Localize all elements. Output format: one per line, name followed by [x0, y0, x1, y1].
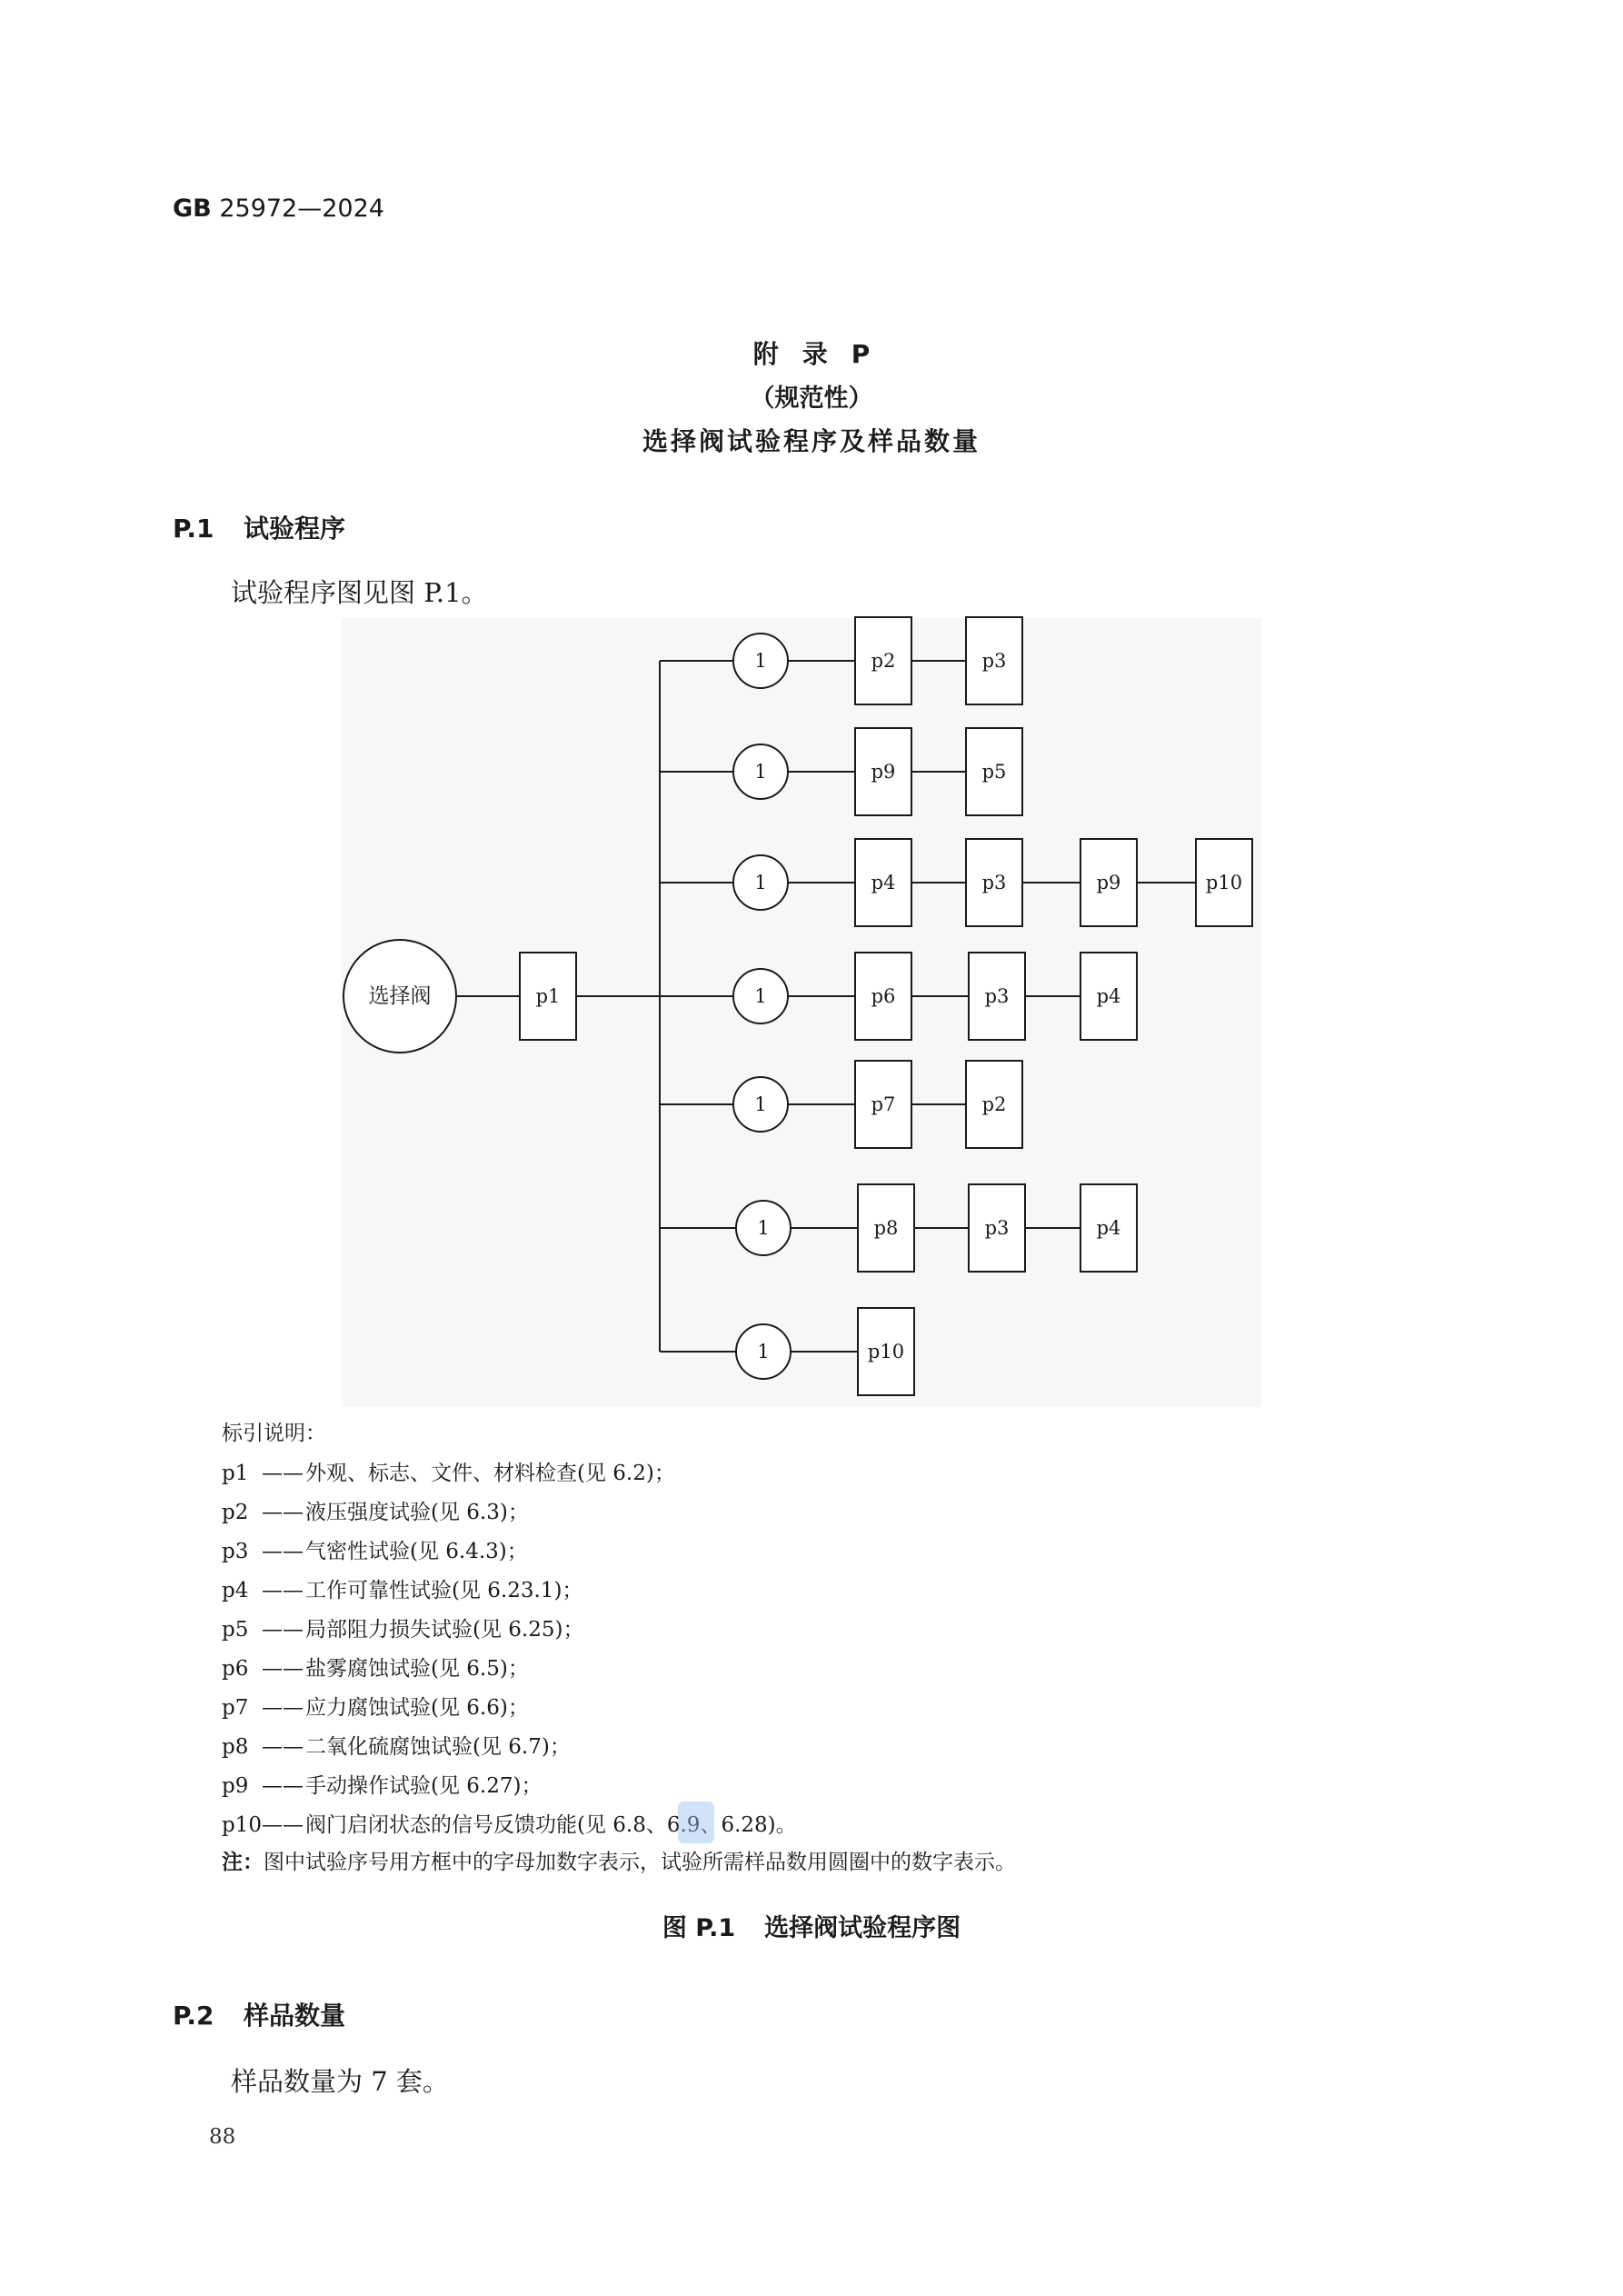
- legend-dash: ——: [262, 1462, 304, 1485]
- step-label: p4: [1096, 1217, 1121, 1239]
- step-label: p9: [871, 761, 896, 783]
- step-label: p9: [1096, 872, 1121, 893]
- standard-code: 25972—2024: [219, 195, 384, 223]
- legend-code: p3: [222, 1540, 249, 1563]
- figure-note: [222, 1845, 1016, 1875]
- legend-dash: ——: [262, 1501, 304, 1524]
- step-label: p4: [1096, 985, 1121, 1007]
- figure-title: 选择阀试验程序图: [764, 1914, 961, 1942]
- legend-text: 二氧化硫腐蚀试验(见 6.7)；: [305, 1735, 571, 1759]
- legend-code: p9: [222, 1774, 249, 1798]
- step-label: p3: [981, 650, 1007, 672]
- page-number: 88: [209, 2125, 236, 2149]
- step-label: p2: [871, 650, 896, 672]
- step-label: p3: [984, 1217, 1010, 1239]
- step-label: p5: [981, 761, 1007, 783]
- legend-code: p6: [222, 1657, 249, 1681]
- legend-dash: ——: [262, 1774, 304, 1798]
- sample-count-label: 1: [754, 650, 767, 672]
- standard-prefix: GB: [173, 195, 212, 223]
- legend-code: p7: [222, 1696, 249, 1720]
- legend-dash: ——: [262, 1813, 304, 1837]
- legend-code: p10: [222, 1813, 262, 1837]
- watermark-mark: [678, 1802, 714, 1843]
- figure-number: 图 P.1: [662, 1914, 736, 1942]
- section-heading-p2: [173, 1996, 345, 2032]
- sample-count-label: 1: [754, 761, 767, 783]
- sample-count-label: 1: [754, 1093, 767, 1115]
- step-label: p10: [1205, 872, 1243, 893]
- step-label: p2: [981, 1093, 1007, 1115]
- section-p2-text: 样品数量为 7 套。: [231, 2066, 449, 2097]
- legend-dash: ——: [262, 1735, 304, 1759]
- legend-list: [222, 1454, 797, 1845]
- legend-dash: ——: [262, 1696, 304, 1720]
- step-label: p4: [871, 872, 896, 893]
- legend-text: 局部阻力损失试验(见 6.25)；: [305, 1618, 584, 1642]
- legend-dash: ——: [262, 1657, 304, 1681]
- section-number: P.1: [173, 514, 214, 544]
- legend-text: 外观、标志、文件、材料检查(见 6.2)；: [305, 1462, 675, 1485]
- legend-text: 工作可靠性试验(见 6.23.1)；: [305, 1579, 583, 1602]
- legend-item-p3: [222, 1532, 797, 1572]
- legend-item-p6: [222, 1650, 797, 1689]
- figure-caption: [0, 1908, 1623, 1943]
- legend-item-p8: [222, 1728, 797, 1767]
- note-label: 注：: [222, 1851, 264, 1874]
- legend-code: p8: [222, 1735, 249, 1759]
- legend-text: 气密性试验(见 6.4.3)；: [305, 1540, 528, 1563]
- legend-item-p4: [222, 1572, 797, 1611]
- legend-text: 应力腐蚀试验(见 6.6)；: [305, 1696, 529, 1720]
- legend-item-p5: [222, 1611, 797, 1650]
- legend-item-p7: [222, 1689, 797, 1728]
- step-label: p1: [535, 985, 561, 1007]
- section-title: 试验程序: [244, 514, 346, 544]
- step-label: p3: [981, 872, 1007, 893]
- legend-code: p2: [222, 1501, 249, 1524]
- step-label: p8: [873, 1217, 899, 1239]
- step-label: p6: [871, 985, 896, 1007]
- step-label: p7: [871, 1093, 896, 1115]
- root-label: 选择阀: [368, 984, 432, 1008]
- legend-code: p4: [222, 1579, 249, 1602]
- legend-text: 手动操作试验(见 6.27)；: [305, 1774, 543, 1798]
- legend-dash: ——: [262, 1540, 304, 1563]
- legend-dash: ——: [262, 1579, 304, 1602]
- legend-dash: ——: [262, 1618, 304, 1642]
- legend-item-p2: [222, 1493, 797, 1532]
- sample-count-label: 1: [757, 1217, 770, 1239]
- step-label: p10: [867, 1341, 905, 1363]
- sample-count-label: 1: [757, 1341, 770, 1363]
- annex-name: 选择阀试验程序及样品数量: [642, 426, 981, 456]
- legend-text: 液压强度试验(见 6.3)；: [305, 1501, 529, 1524]
- legend-code: p1: [222, 1462, 249, 1485]
- annex-title: 附录P: [752, 339, 894, 369]
- legend-item-p1: [222, 1454, 797, 1493]
- legend-text: 盐雾腐蚀试验(见 6.5)；: [305, 1657, 529, 1681]
- section-p1-text: 试验程序图见图 P.1。: [231, 577, 488, 608]
- section-number: P.2: [173, 2001, 214, 2031]
- section-title: 样品数量: [244, 2001, 346, 2031]
- legend-text: 阀门启闭状态的信号反馈功能(见 6.8、6.9、6.28)。: [305, 1813, 797, 1837]
- legend-code: p5: [222, 1618, 249, 1642]
- annex-kind: （规范性）: [750, 384, 873, 413]
- sample-count-label: 1: [754, 985, 767, 1007]
- step-label: p3: [984, 985, 1010, 1007]
- note-text: 图中试验序号用方框中的字母加数字表示，试验所需样品数用圆圈中的数字表示。: [264, 1851, 1016, 1874]
- sample-count-label: 1: [754, 872, 767, 893]
- legend-heading: 标引说明：: [222, 1422, 326, 1445]
- legend-item-p9: [222, 1767, 797, 1806]
